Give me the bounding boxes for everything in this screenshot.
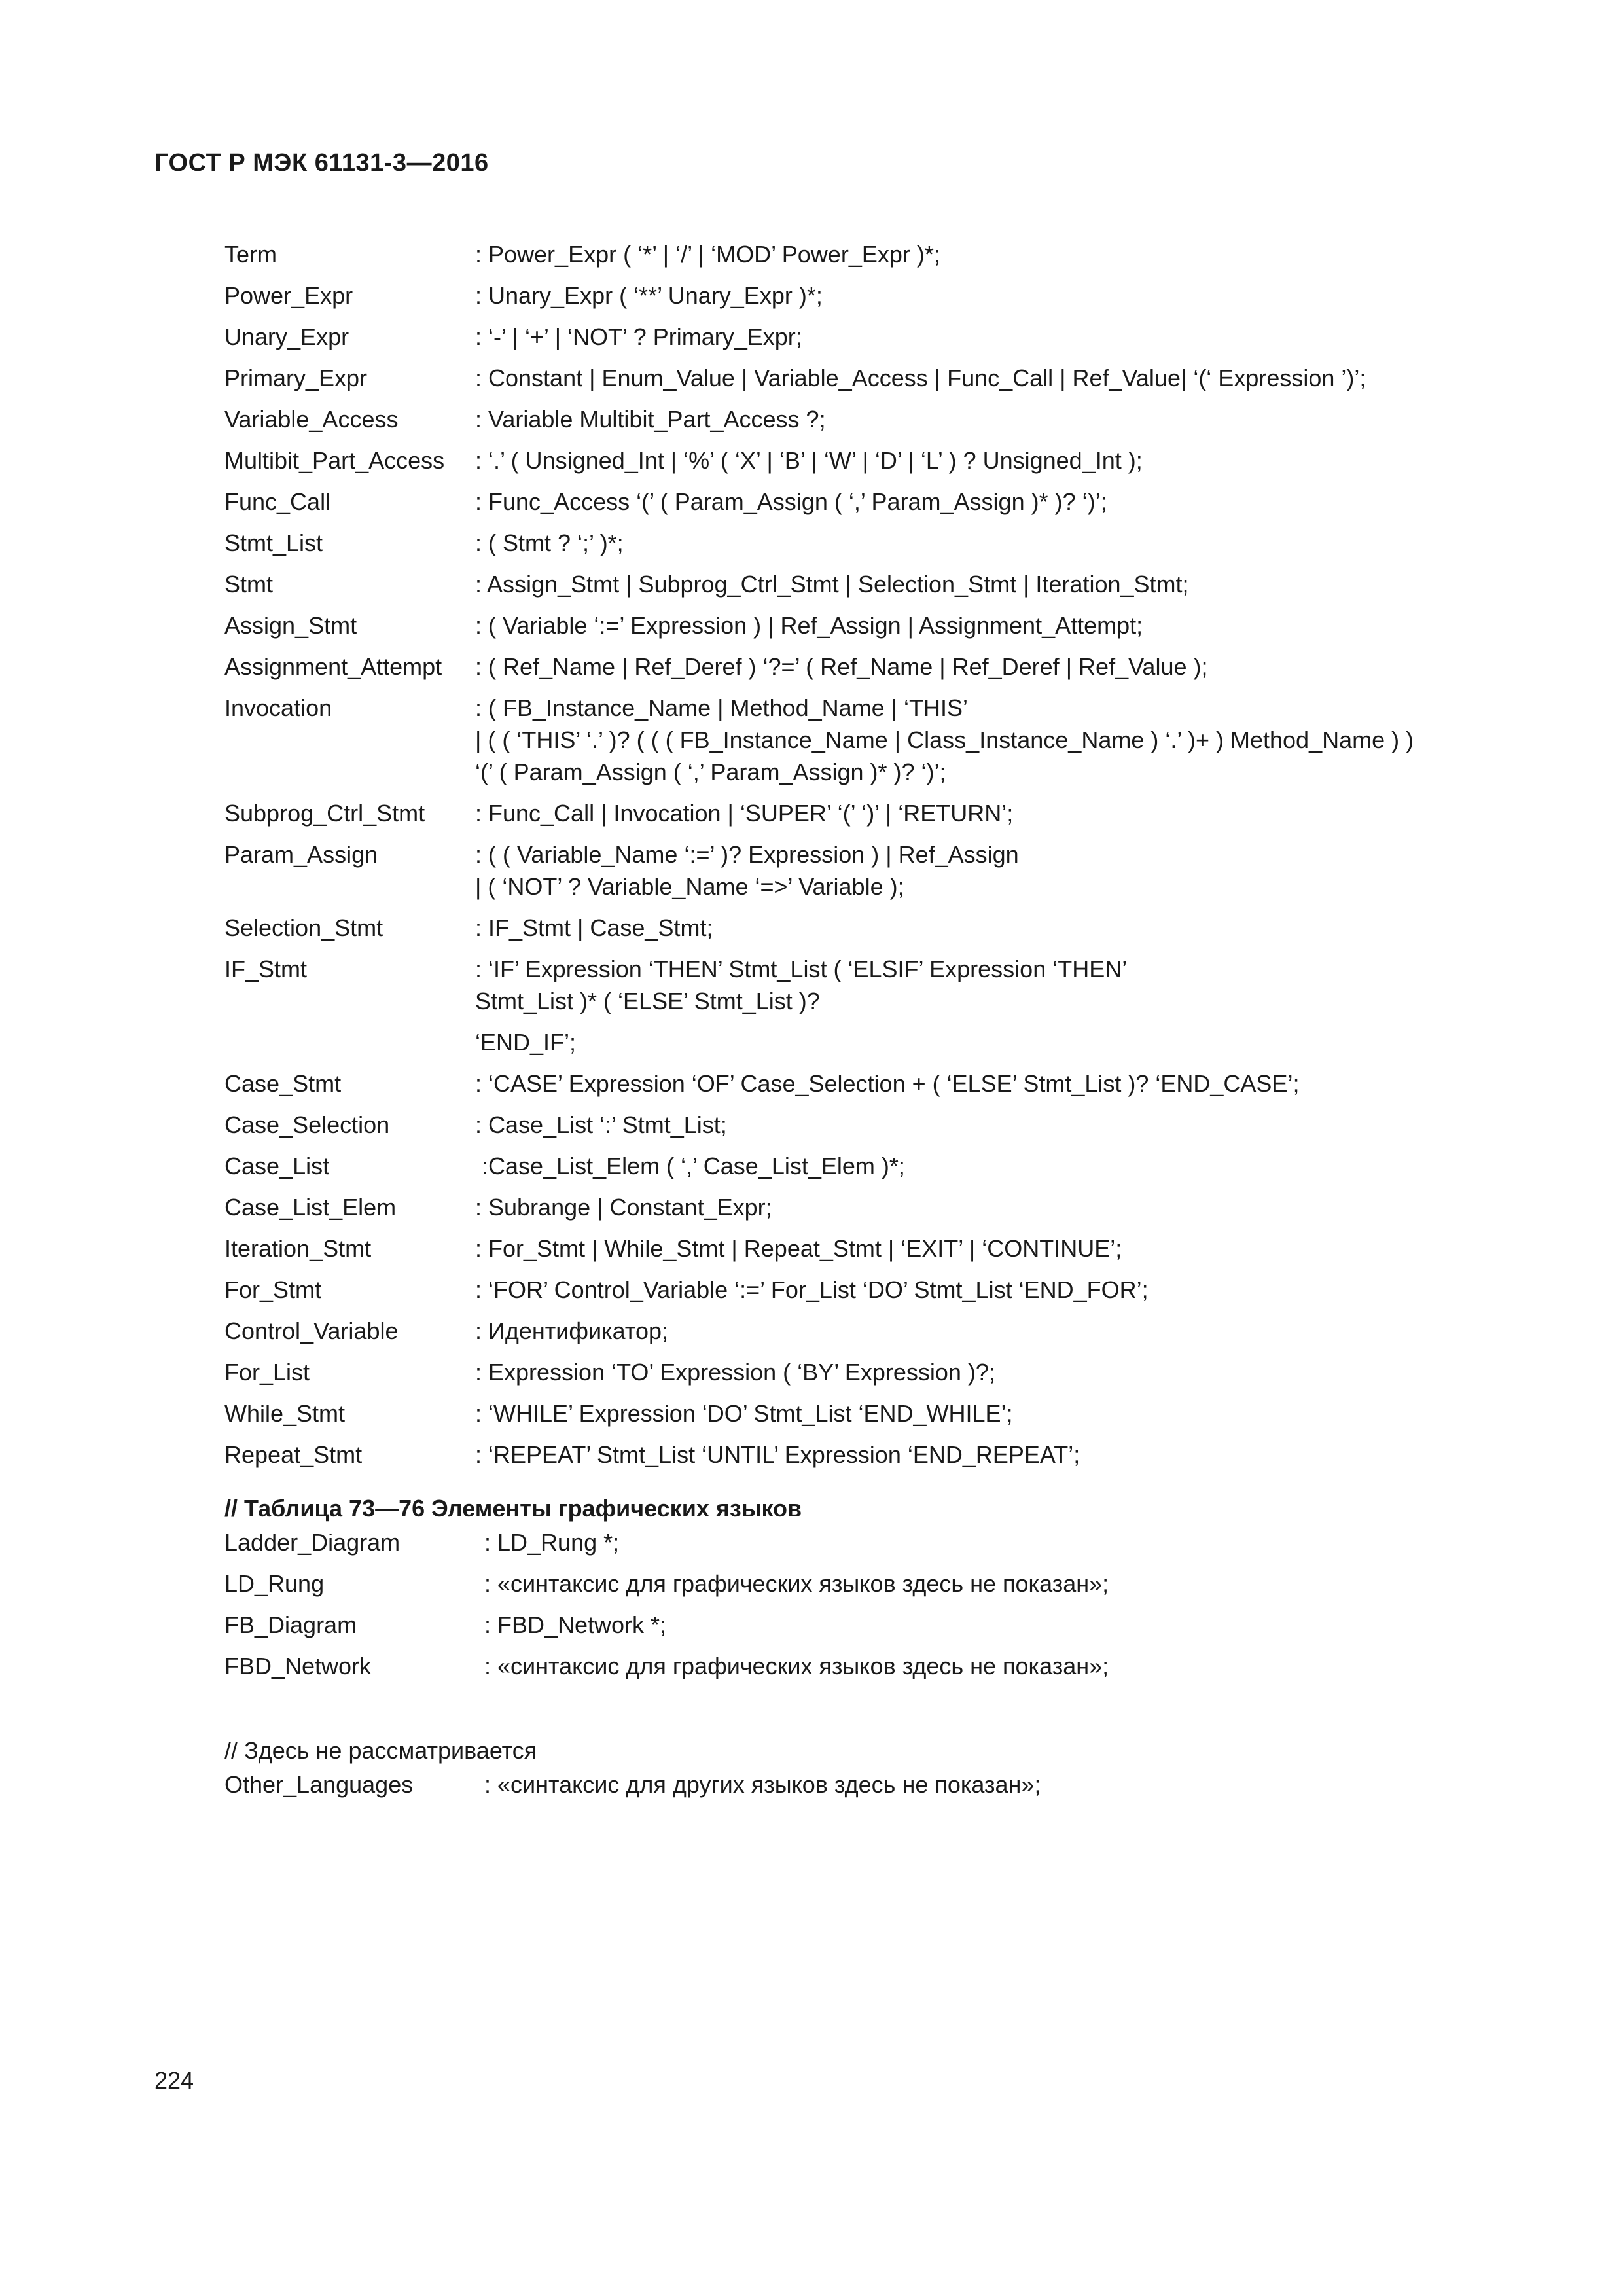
grammar-rule-row bbox=[224, 756, 1414, 788]
grammar-rule-row bbox=[224, 797, 1414, 829]
rule-definition: :Case_List_Elem ( ‘,’ Case_List_Elem )*; bbox=[475, 1153, 905, 1179]
grammar-rule-row bbox=[224, 1067, 1414, 1100]
grammar-rule-row bbox=[224, 1650, 1109, 1682]
rule-name: Assignment_Attempt bbox=[224, 653, 442, 680]
rule-definition: : IF_Stmt | Case_Stmt; bbox=[475, 914, 713, 941]
rule-definition: : «синтаксис для других языков здесь не показан»; bbox=[484, 1771, 1041, 1798]
rule-name: Assign_Stmt bbox=[224, 612, 357, 639]
rule-definition: : Func_Call | Invocation | ‘SUPER’ ‘(’ ‘)’ | ‘RETURN’; bbox=[475, 800, 1014, 827]
rule-name: Variable_Access bbox=[224, 406, 399, 433]
rule-name: Term bbox=[224, 241, 277, 268]
section-title: // Таблица 73—76 Элементы графических языков bbox=[224, 1495, 802, 1522]
rule-name: Stmt_List bbox=[224, 529, 323, 556]
grammar-rule-row bbox=[224, 403, 1414, 435]
rule-definition: ‘END_IF’; bbox=[475, 1029, 577, 1056]
grammar-rule-row bbox=[224, 279, 1414, 312]
rule-name: Subprog_Ctrl_Stmt bbox=[224, 800, 425, 827]
rule-name: Stmt bbox=[224, 571, 274, 598]
rule-definition: : «синтаксис для графических языков здесь не показан»; bbox=[484, 1653, 1109, 1679]
rule-name: Primary_Expr bbox=[224, 365, 368, 391]
grammar-rule-row bbox=[224, 1026, 1414, 1058]
grammar-rule-row bbox=[224, 609, 1414, 641]
rule-definition: : ‘-’ | ‘+’ | ‘NOT’ ? Primary_Expr; bbox=[475, 323, 802, 350]
grammar-rule-row bbox=[224, 1274, 1414, 1306]
grammar-rule-row bbox=[224, 1397, 1414, 1429]
rule-definition: : ‘REPEAT’ Stmt_List ‘UNTIL’ Expression ‘END_REPEAT’; bbox=[475, 1441, 1080, 1468]
rule-definition: | ( ( ‘THIS’ ‘.’ )? ( ( ( FB_Instance_Name | Class_Instance_Name ) ‘.’ )+ ) Method_Name ) ) bbox=[475, 726, 1414, 753]
rule-definition: : Assign_Stmt | Subprog_Ctrl_Stmt | Selection_Stmt | Iteration_Stmt; bbox=[475, 571, 1189, 598]
rule-definition: : ( Stmt ? ‘;’ )*; bbox=[475, 529, 624, 556]
rule-name: Selection_Stmt bbox=[224, 914, 383, 941]
rule-definition: : Expression ‘TO’ Expression ( ‘BY’ Expression )?; bbox=[475, 1359, 995, 1386]
grammar-rule-row bbox=[224, 527, 1414, 559]
grammar-rule-row bbox=[224, 1191, 1414, 1223]
comment-line: // Здесь не рассматривается bbox=[224, 1737, 537, 1764]
grammar-rule-row bbox=[224, 1232, 1414, 1265]
rule-name bbox=[224, 1026, 475, 1058]
grammar-rule-row bbox=[224, 1526, 1109, 1558]
rule-definition: : ‘IF’ Expression ‘THEN’ Stmt_List ( ‘ELSIF’ Expression ‘THEN’ bbox=[475, 956, 1128, 982]
rule-name: Func_Call bbox=[224, 488, 331, 515]
page-number: 224 bbox=[154, 2067, 194, 2094]
rule-name: For_List bbox=[224, 1359, 310, 1386]
rule-name bbox=[224, 985, 475, 1017]
rule-name: Other_Languages bbox=[224, 1771, 414, 1798]
grammar-rule-row bbox=[224, 1356, 1414, 1388]
rule-name: Invocation bbox=[224, 694, 332, 721]
rule-name: Repeat_Stmt bbox=[224, 1441, 363, 1468]
grammar-rule-row bbox=[224, 486, 1414, 518]
rule-definition: : ( FB_Instance_Name | Method_Name | ‘THIS’ bbox=[475, 694, 968, 721]
rule-name bbox=[224, 724, 475, 756]
other-grammar-rules bbox=[224, 1768, 1041, 1801]
rule-name: FB_Diagram bbox=[224, 1611, 357, 1638]
grammar-rule-row bbox=[224, 444, 1414, 476]
rule-name: Control_Variable bbox=[224, 1318, 399, 1344]
rule-name: For_Stmt bbox=[224, 1276, 322, 1303]
rule-definition: : Case_List ‘:’ Stmt_List; bbox=[475, 1111, 727, 1138]
rule-definition: : ( Variable ‘:=’ Expression ) | Ref_Assign | Assignment_Attempt; bbox=[475, 612, 1143, 639]
grammar-rule-row bbox=[224, 953, 1414, 985]
grammar-rule-row bbox=[224, 1315, 1414, 1347]
grammar-rule-row bbox=[224, 568, 1414, 600]
rule-definition: : ‘FOR’ Control_Variable ‘:=’ For_List ‘DO’ Stmt_List ‘END_FOR’; bbox=[475, 1276, 1149, 1303]
rule-name: LD_Rung bbox=[224, 1570, 325, 1597]
rule-name bbox=[224, 870, 475, 903]
grammar-rule-row bbox=[224, 985, 1414, 1017]
rule-definition: : Subrange | Constant_Expr; bbox=[475, 1194, 772, 1221]
rule-definition: : ( ( Variable_Name ‘:=’ )? Expression ) | Ref_Assign bbox=[475, 841, 1019, 868]
document-header: ГОСТ Р МЭК 61131-3—2016 bbox=[154, 149, 489, 177]
grammar-rule-row bbox=[224, 692, 1414, 724]
rule-definition: : LD_Rung *; bbox=[484, 1529, 620, 1556]
rule-name: Unary_Expr bbox=[224, 323, 349, 350]
rule-definition: : Unary_Expr ( ‘**’ Unary_Expr )*; bbox=[475, 282, 823, 309]
rule-definition: | ( ‘NOT’ ? Variable_Name ‘=>’ Variable ); bbox=[475, 873, 904, 900]
grammar-rule-row bbox=[224, 238, 1414, 270]
rule-definition: : For_Stmt | While_Stmt | Repeat_Stmt | ‘EXIT’ | ‘CONTINUE’; bbox=[475, 1235, 1122, 1262]
grammar-rule-row bbox=[224, 870, 1414, 903]
grammar-rule-row bbox=[224, 362, 1414, 394]
grammar-rules bbox=[224, 238, 1414, 1471]
rule-definition: : FBD_Network *; bbox=[484, 1611, 667, 1638]
rule-name: Ladder_Diagram bbox=[224, 1529, 401, 1556]
grammar-rule-row bbox=[224, 1150, 1414, 1182]
rule-name: Multibit_Part_Access bbox=[224, 447, 445, 474]
grammar-rule-row bbox=[224, 321, 1414, 353]
grammar-rule-row bbox=[224, 838, 1414, 870]
rule-definition: : Func_Access ‘(’ ( Param_Assign ( ‘,’ Param_Assign )* )? ‘)’; bbox=[475, 488, 1107, 515]
grammar-rule-row bbox=[224, 651, 1414, 683]
rule-name: IF_Stmt bbox=[224, 956, 308, 982]
rule-definition: : ‘CASE’ Expression ‘OF’ Case_Selection + ( ‘ELSE’ Stmt_List )? ‘END_CASE’; bbox=[475, 1070, 1300, 1097]
grammar-rule-row bbox=[224, 1439, 1414, 1471]
rule-name: Case_List_Elem bbox=[224, 1194, 397, 1221]
rule-name: Param_Assign bbox=[224, 841, 378, 868]
grammar-rule-row bbox=[224, 1109, 1414, 1141]
rule-definition: : ( Ref_Name | Ref_Deref ) ‘?=’ ( Ref_Name | Ref_Deref | Ref_Value ); bbox=[475, 653, 1208, 680]
rule-definition: : ‘.’ ( Unsigned_Int | ‘%’ ( ‘X’ | ‘B’ | ‘W’ | ‘D’ | ‘L’ ) ? Unsigned_Int ); bbox=[475, 447, 1143, 474]
graphic-grammar-rules bbox=[224, 1526, 1109, 1682]
rule-name: FBD_Network bbox=[224, 1653, 372, 1679]
grammar-rule-row bbox=[224, 1568, 1109, 1600]
rule-definition: ‘(’ ( Param_Assign ( ‘,’ Param_Assign )* )? ‘)’; bbox=[475, 759, 946, 785]
rule-definition: : Constant | Enum_Value | Variable_Access | Func_Call | Ref_Value| ‘(‘ Expression ’)’; bbox=[475, 365, 1366, 391]
rule-name: Iteration_Stmt bbox=[224, 1235, 372, 1262]
rule-definition: : Идентификатор; bbox=[475, 1318, 669, 1344]
rule-name: While_Stmt bbox=[224, 1400, 346, 1427]
rule-definition: : Variable Multibit_Part_Access ?; bbox=[475, 406, 826, 433]
grammar-rule-row bbox=[224, 912, 1414, 944]
grammar-rule-row bbox=[224, 724, 1414, 756]
rule-name: Case_List bbox=[224, 1153, 330, 1179]
grammar-rule-row bbox=[224, 1609, 1109, 1641]
grammar-rule-row bbox=[224, 1768, 1041, 1801]
rule-name bbox=[224, 756, 475, 788]
rule-name: Case_Selection bbox=[224, 1111, 390, 1138]
rule-definition: : «синтаксис для графических языков здесь не показан»; bbox=[484, 1570, 1109, 1597]
rule-definition: Stmt_List )* ( ‘ELSE’ Stmt_List )? bbox=[475, 988, 820, 1014]
rule-name: Power_Expr bbox=[224, 282, 353, 309]
rule-definition: : Power_Expr ( ‘*’ | ‘/’ | ‘MOD’ Power_Expr )*; bbox=[475, 241, 940, 268]
rule-definition: : ‘WHILE’ Expression ‘DO’ Stmt_List ‘END_WHILE’; bbox=[475, 1400, 1013, 1427]
rule-name: Case_Stmt bbox=[224, 1070, 342, 1097]
